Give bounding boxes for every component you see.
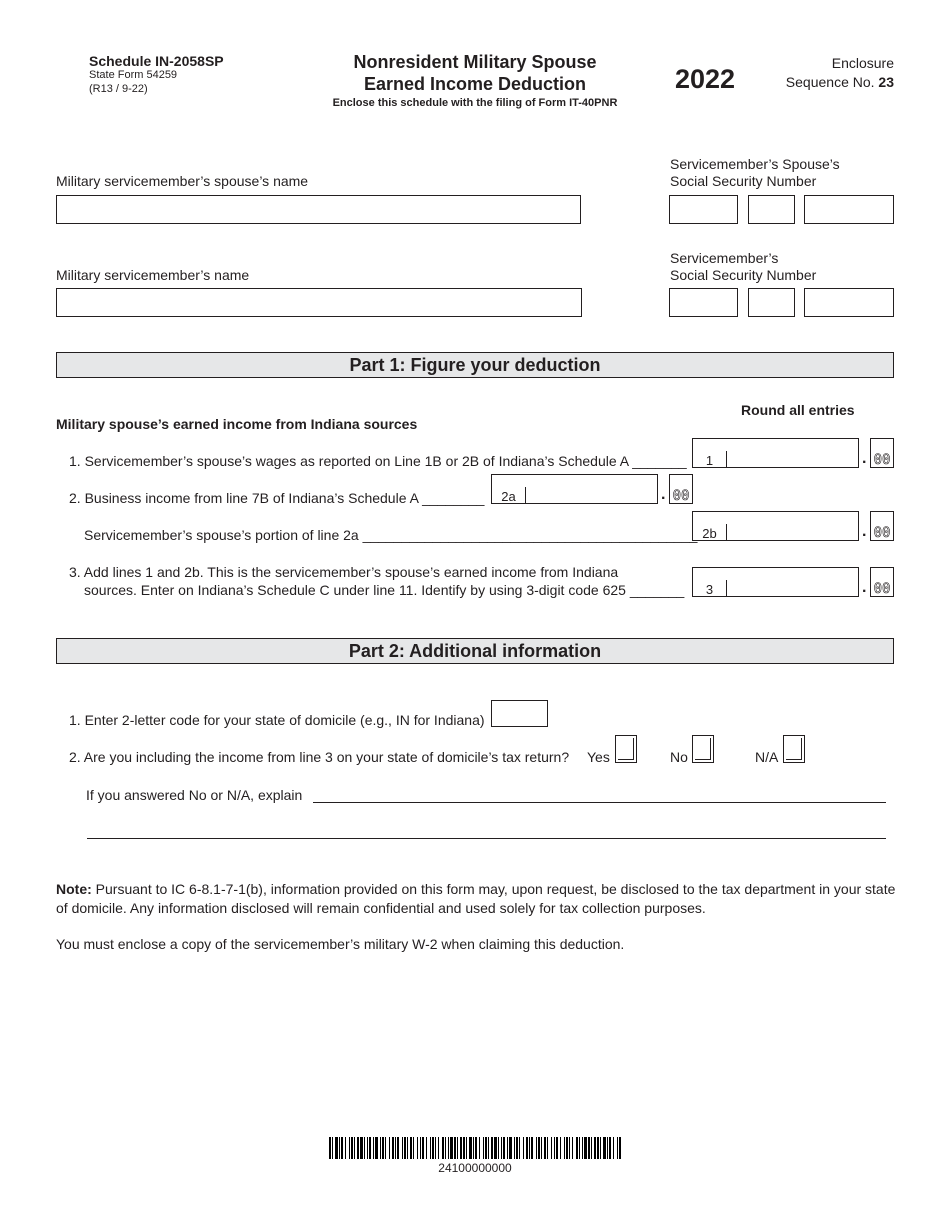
barcode-bar <box>345 1137 346 1159</box>
barcode-bar <box>450 1137 453 1159</box>
barcode-bar <box>332 1137 333 1159</box>
barcode <box>329 1137 621 1159</box>
part1-subheading: Military spouse’s earned income from Indiana sources <box>56 416 418 432</box>
sequence-prefix: Sequence No. <box>785 74 879 90</box>
sequence-label <box>786 74 894 90</box>
barcode-bar <box>560 1137 561 1159</box>
barcode-bar <box>463 1137 465 1159</box>
barcode-bar <box>389 1137 390 1159</box>
barcode-bar <box>432 1137 434 1159</box>
na-checkbox[interactable] <box>783 735 805 763</box>
barcode-bar <box>435 1137 436 1159</box>
barcode-bar <box>564 1137 565 1159</box>
barcode-bar <box>516 1137 518 1159</box>
barcode-bar <box>507 1137 508 1159</box>
spouse-ssn-part3[interactable] <box>804 195 894 224</box>
form-title-line1: Nonresident Military Spouse <box>353 52 597 72</box>
barcode-bar <box>523 1137 524 1159</box>
barcode-bar <box>357 1137 359 1159</box>
state-form-number: State Form 54259 <box>89 69 178 81</box>
line2a-separator <box>525 487 526 504</box>
line2b-text: Servicemember’s spouse’s portion of line 2a ___________________________________________ <box>84 527 698 543</box>
member-ssn-label-line2: Social Security Number <box>670 267 817 283</box>
member-ssn-part3[interactable] <box>804 288 894 317</box>
explain-label: If you answered No or N/A, explain <box>86 787 303 803</box>
enclose-instruction: Enclose this schedule with the filing of Form IT-40PNR <box>332 97 618 109</box>
barcode-bar <box>566 1137 568 1159</box>
barcode-bar <box>588 1137 590 1159</box>
line1-separator <box>726 451 727 468</box>
barcode-bar <box>551 1137 552 1159</box>
spouse-name-field[interactable] <box>56 195 581 224</box>
barcode-bar <box>569 1137 570 1159</box>
line3-amount <box>692 567 894 597</box>
barcode-bar <box>554 1137 555 1159</box>
barcode-bar <box>498 1137 499 1159</box>
no-checkbox[interactable] <box>692 735 714 763</box>
no-label: No <box>670 749 688 765</box>
barcode-bar <box>426 1137 427 1159</box>
line3-text-b: sources. Enter on Indiana’s Schedule C under line 11. Identify by using 3-digit code 625 _______ <box>84 582 685 598</box>
line3-separator <box>726 580 727 597</box>
explain-line-1[interactable] <box>313 802 886 803</box>
barcode-bar <box>351 1137 353 1159</box>
member-ssn-label-line1: Servicemember’s <box>670 250 779 266</box>
barcode-bar <box>488 1137 489 1159</box>
line2b-cents: 00 <box>870 511 894 541</box>
line3-text-a: 3. Add lines 1 and 2b. This is the servicemember’s spouse’s earned income from Indiana <box>69 564 619 580</box>
barcode-bar <box>445 1137 446 1159</box>
barcode-bar <box>364 1137 365 1159</box>
barcode-bar <box>582 1137 583 1159</box>
barcode-bar <box>395 1137 396 1159</box>
barcode-bar <box>519 1137 520 1159</box>
barcode-bar <box>438 1137 439 1159</box>
member-name-field[interactable] <box>56 288 582 317</box>
barcode-bar <box>479 1137 480 1159</box>
line1-text: 1. Servicemember’s spouse’s wages as reported on Line 1B or 2B of Indiana’s Schedule A _______ <box>69 453 687 469</box>
yes-checkbox[interactable] <box>615 735 637 763</box>
barcode-bar <box>354 1137 355 1159</box>
line1-decimal-point: . <box>862 450 867 467</box>
spouse-ssn-part2[interactable] <box>748 195 795 224</box>
barcode-bar <box>514 1137 515 1159</box>
line2-text: 2. Business income from line 7B of Indiana’s Schedule A ________ <box>69 490 485 506</box>
barcode-bar <box>617 1137 618 1159</box>
barcode-bar <box>584 1137 587 1159</box>
barcode-bar <box>594 1137 596 1159</box>
barcode-bar <box>392 1137 394 1159</box>
q2-text: 2. Are you including the income from line 3 on your state of domicile’s tax return? <box>69 749 570 765</box>
line1-cents: 00 <box>870 438 894 468</box>
line2b-decimal-point: . <box>862 523 867 540</box>
barcode-bar <box>413 1137 414 1159</box>
barcode-bar <box>491 1137 493 1159</box>
line2a-dollars-field[interactable] <box>525 474 658 504</box>
part1-heading: Part 1: Figure your deduction <box>56 352 894 378</box>
barcode-bar <box>369 1137 371 1159</box>
barcode-bar <box>402 1137 403 1159</box>
w2-instruction: You must enclose a copy of the servicemember’s military W-2 when claiming this deduction. <box>56 936 625 952</box>
barcode-bar <box>526 1137 528 1159</box>
barcode-bar <box>469 1137 472 1159</box>
barcode-bar <box>603 1137 606 1159</box>
note-text-1: Pursuant to IC 6-8.1-7-1(b), information provided on this form may, upon request, be disclosed to the tax department in your state <box>91 881 896 897</box>
yes-label: Yes <box>587 749 610 765</box>
barcode-bar <box>473 1137 474 1159</box>
barcode-bar <box>613 1137 614 1159</box>
member-ssn-part1[interactable] <box>669 288 738 317</box>
note-label: Note: <box>56 881 92 897</box>
barcode-bar <box>556 1137 558 1159</box>
note-line-1 <box>56 880 896 899</box>
na-label: N/A <box>755 749 779 765</box>
barcode-bar <box>576 1137 578 1159</box>
line2a-number: 2a <box>491 474 525 504</box>
barcode-bar <box>442 1137 444 1159</box>
line3-number: 3 <box>692 567 726 597</box>
explain-line-2[interactable] <box>87 838 886 839</box>
barcode-number: 24100000000 <box>438 1161 512 1175</box>
line2a-amount <box>491 474 693 504</box>
barcode-bar <box>349 1137 350 1159</box>
barcode-bar <box>529 1137 530 1159</box>
line2b-number: 2b <box>692 511 726 541</box>
barcode-bar <box>597 1137 599 1159</box>
part2-heading: Part 2: Additional information <box>56 638 894 664</box>
barcode-bar <box>501 1137 502 1159</box>
barcode-bar <box>483 1137 484 1159</box>
member-name-label: Military servicemember’s name <box>56 267 250 283</box>
barcode-bar <box>448 1137 449 1159</box>
line1-dollars-field[interactable] <box>726 438 859 468</box>
barcode-bar <box>385 1137 386 1159</box>
note-text-2: of domicile. Any information disclosed will remain confidential and used solely for tax collection purposes. <box>56 900 706 916</box>
line1-amount <box>692 438 894 468</box>
barcode-bar <box>360 1137 363 1159</box>
note-paragraph <box>56 880 896 918</box>
barcode-bar <box>475 1137 477 1159</box>
line3-decimal-point: . <box>862 579 867 596</box>
barcode-bar <box>536 1137 537 1159</box>
spouse-ssn-label-line1: Servicemember’s Spouse’s <box>670 156 840 172</box>
barcode-bar <box>619 1137 621 1159</box>
barcode-bar <box>457 1137 458 1159</box>
q1-text: 1. Enter 2-letter code for your state of domicile (e.g., IN for Indiana) <box>69 712 485 728</box>
barcode-bar <box>422 1137 424 1159</box>
barcode-bar <box>341 1137 343 1159</box>
barcode-bar <box>538 1137 540 1159</box>
form-title-line2: Earned Income Deduction <box>363 74 587 94</box>
member-ssn-part2[interactable] <box>748 288 795 317</box>
barcode-bar <box>454 1137 456 1159</box>
line3-dollars-field[interactable] <box>726 567 859 597</box>
line2b-separator <box>726 524 727 541</box>
revision-date: (R13 / 9-22) <box>89 83 148 95</box>
barcode-bar <box>367 1137 368 1159</box>
barcode-bar <box>407 1137 408 1159</box>
round-entries-note: Round all entries <box>741 402 855 418</box>
tax-year: 2022 <box>675 64 736 94</box>
line2a-decimal-point: . <box>661 486 666 503</box>
barcode-bar <box>339 1137 340 1159</box>
barcode-bar <box>494 1137 497 1159</box>
barcode-bar <box>544 1137 546 1159</box>
barcode-bar <box>531 1137 533 1159</box>
barcode-bar <box>607 1137 608 1159</box>
barcode-bar <box>335 1137 338 1159</box>
barcode-bar <box>373 1137 374 1159</box>
barcode-bar <box>466 1137 467 1159</box>
barcode-bar <box>485 1137 487 1159</box>
barcode-bar <box>509 1137 512 1159</box>
schedule-title: Schedule IN-2058SP <box>89 53 224 69</box>
barcode-bar <box>380 1137 381 1159</box>
barcode-bar <box>410 1137 412 1159</box>
line2b-dollars-field[interactable] <box>726 511 859 541</box>
barcode-bar <box>375 1137 378 1159</box>
barcode-bar <box>404 1137 406 1159</box>
barcode-bar <box>541 1137 542 1159</box>
barcode-bar <box>420 1137 421 1159</box>
barcode-bar <box>600 1137 601 1159</box>
spouse-ssn-label-line2: Social Security Number <box>670 173 817 189</box>
line1-number: 1 <box>692 438 726 468</box>
barcode-bar <box>547 1137 548 1159</box>
domicile-state-field[interactable] <box>491 700 548 727</box>
spouse-name-label: Military servicemember’s spouse’s name <box>56 173 309 189</box>
barcode-bar <box>591 1137 592 1159</box>
barcode-bar <box>430 1137 431 1159</box>
line2b-amount <box>692 511 894 541</box>
barcode-bar <box>503 1137 505 1159</box>
sequence-number: 23 <box>878 74 894 90</box>
line2a-cents: 00 <box>669 474 693 504</box>
barcode-bar <box>609 1137 611 1159</box>
barcode-bar <box>329 1137 331 1159</box>
barcode-bar <box>460 1137 462 1159</box>
barcode-bar <box>572 1137 573 1159</box>
barcode-bar <box>382 1137 384 1159</box>
spouse-ssn-part1[interactable] <box>669 195 738 224</box>
barcode-bar <box>579 1137 580 1159</box>
barcode-bar <box>417 1137 418 1159</box>
enclosure-label: Enclosure <box>831 55 894 71</box>
line3-cents: 00 <box>870 567 894 597</box>
barcode-bar <box>397 1137 399 1159</box>
